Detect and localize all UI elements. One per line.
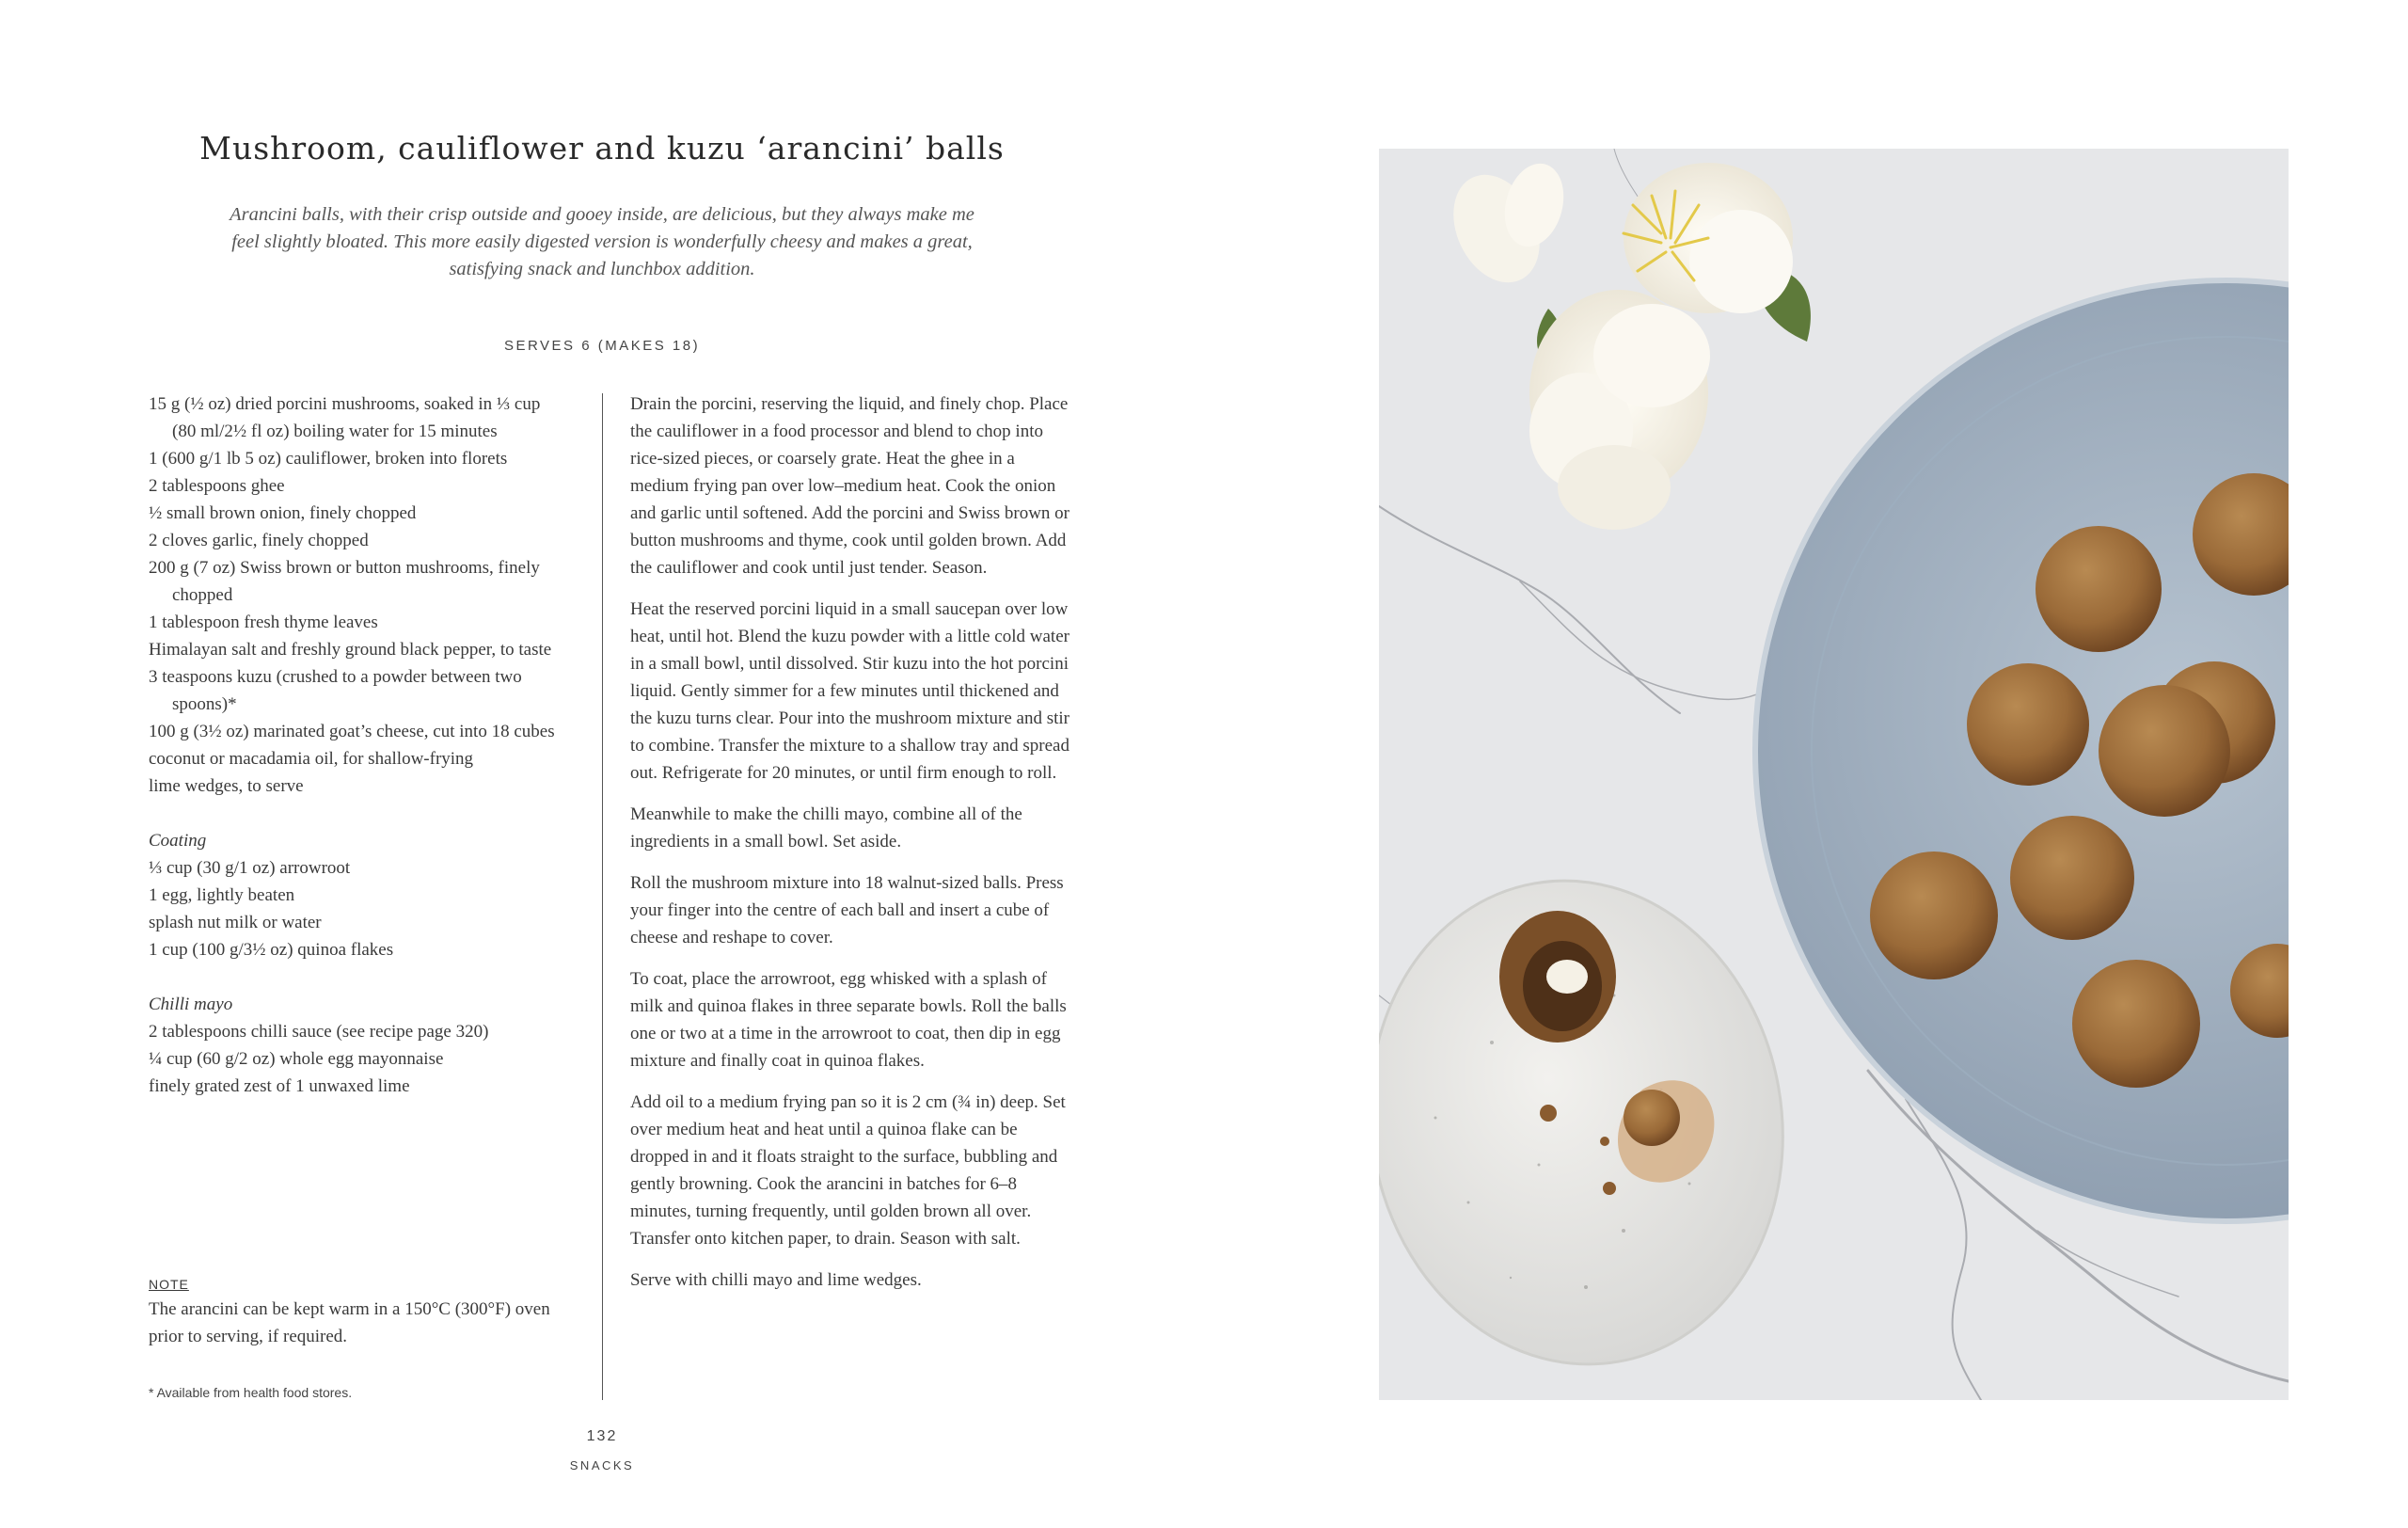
note-text: The arancini can be kept warm in a 150°C (300°F) oven prior to serving, if required. xyxy=(149,1299,550,1346)
note-block xyxy=(149,1275,562,1350)
footnote: * Available from health food stores. xyxy=(149,1385,353,1400)
ingredient-item: ½ small brown onion, finely chopped xyxy=(149,503,417,523)
method-step: Roll the mushroom mixture into 18 walnut-sized balls. Press your finger into the centre of each ball and insert a cube of cheese and reshape to cover. xyxy=(630,873,1064,947)
ingredient-item: Himalayan salt and freshly ground black pepper, to taste xyxy=(149,640,552,660)
page-number: 132 xyxy=(586,1428,618,1444)
ingredient-item: 15 g (½ oz) dried porcini mushrooms, soaked in ⅓ cup (80 ml/2½ fl oz) boiling water for 15 minutes xyxy=(149,394,541,441)
arancini-ball xyxy=(2099,685,2230,817)
arancini-ball xyxy=(1870,852,1998,979)
chilli-mayo-heading: Chilli mayo xyxy=(149,995,233,1014)
arancini-ball xyxy=(1967,663,2089,786)
photo-illustration xyxy=(1379,149,2289,1400)
chilli-mayo-item: ¼ cup (60 g/2 oz) whole egg mayonnaise xyxy=(149,1049,444,1069)
method-step: Add oil to a medium frying pan so it is 2 cm (¾ in) deep. Set over medium heat and heat until a quinoa flake can be dropped in and it floats straight to the surface, bubbling and gently browning. Cook the arancini in batches for 6–8 minutes, turning frequently, until golden brown all over. Transfer onto kitchen paper, to drain. Season with salt. xyxy=(630,1092,1066,1249)
method-steps xyxy=(630,390,1072,1308)
chilli-mayo-item: finely grated zest of 1 unwaxed lime xyxy=(149,1076,410,1096)
coating-heading: Coating xyxy=(149,831,207,851)
ingredient-item: 2 tablespoons ghee xyxy=(149,476,285,496)
recipe-intro: Arancini balls, with their crisp outside and gooey inside, are delicious, but they always make me feel slightly bloated. This more easily digested version is wonderfully cheesy and makes a great, satisfying snack and lunchbox addition. xyxy=(230,204,974,279)
recipe-title: Mushroom, cauliflower and kuzu ‘arancini’ balls xyxy=(199,130,1005,167)
recipe-photo xyxy=(1379,149,2289,1400)
ingredient-item: 200 g (7 oz) Swiss brown or button mushrooms, finely chopped xyxy=(149,558,540,605)
ingredient-item: 100 g (3½ oz) marinated goat’s cheese, cut into 18 cubes xyxy=(149,722,555,741)
method-step: Serve with chilli mayo and lime wedges. xyxy=(630,1270,922,1290)
method-step: Drain the porcini, reserving the liquid, and finely chop. Place the cauliflower in a food processor and blend to chop into rice-sized pieces, or coarsely grate. Heat the ghee in a medium frying pan over low–medium heat. Cook the onion and garlic until softened. Add the porcini and Swiss brown or button mushrooms and thyme, cook until golden brown. Add the cauliflower and cook until just tender. Season. xyxy=(630,394,1070,578)
coating-item: 1 cup (100 g/3½ oz) quinoa flakes xyxy=(149,940,394,960)
chilli-mayo-item: 2 tablespoons chilli sauce (see recipe page 320) xyxy=(149,1022,489,1042)
ingredient-item: 1 tablespoon fresh thyme leaves xyxy=(149,613,378,632)
serves-label: SERVES 6 (MAKES 18) xyxy=(503,338,701,354)
arancini-ball xyxy=(2010,816,2134,940)
column-divider xyxy=(602,393,603,1400)
arancini-ball xyxy=(2072,960,2200,1088)
coating-item: 1 egg, lightly beaten xyxy=(149,885,295,905)
ingredient-item: lime wedges, to serve xyxy=(149,776,304,796)
ingredient-item: 1 (600 g/1 lb 5 oz) cauliflower, broken into florets xyxy=(149,449,508,469)
ingredient-item: 2 cloves garlic, finely chopped xyxy=(149,531,369,550)
coating-item: splash nut milk or water xyxy=(149,913,322,932)
arancini-ball xyxy=(2036,526,2162,652)
ingredient-item: coconut or macadamia oil, for shallow-frying xyxy=(149,749,474,769)
method-step: Meanwhile to make the chilli mayo, combine all of the ingredients in a small bowl. Set aside. xyxy=(630,804,1022,852)
section-name: SNACKS xyxy=(569,1458,635,1472)
ingredient-item: 3 teaspoons kuzu (crushed to a powder between two spoons)* xyxy=(149,667,522,714)
method-step: Heat the reserved porcini liquid in a small saucepan over low heat, until hot. Blend the kuzu powder with a little cold water in a small bowl, until dissolved. Stir kuzu into the hot porcini liquid. Gently simmer for a few minutes until thickened and the kuzu turns clear. Pour into the mushroom mixture and stir to combine. Transfer the mixture to a shallow tray and spread out. Refrigerate for 20 minutes, or until firm enough to roll. xyxy=(630,599,1070,783)
coating-item: ⅓ cup (30 g/1 oz) arrowroot xyxy=(149,858,351,878)
note-label: NOTE xyxy=(149,1277,189,1292)
method-step: To coat, place the arrowroot, egg whisked with a splash of milk and quinoa flakes in three separate bowls. Roll the balls one or two at a time in the arrowroot to coat, then dip in egg mixture and finally coat in quinoa flakes. xyxy=(630,969,1067,1071)
ingredients-list xyxy=(149,390,562,1100)
